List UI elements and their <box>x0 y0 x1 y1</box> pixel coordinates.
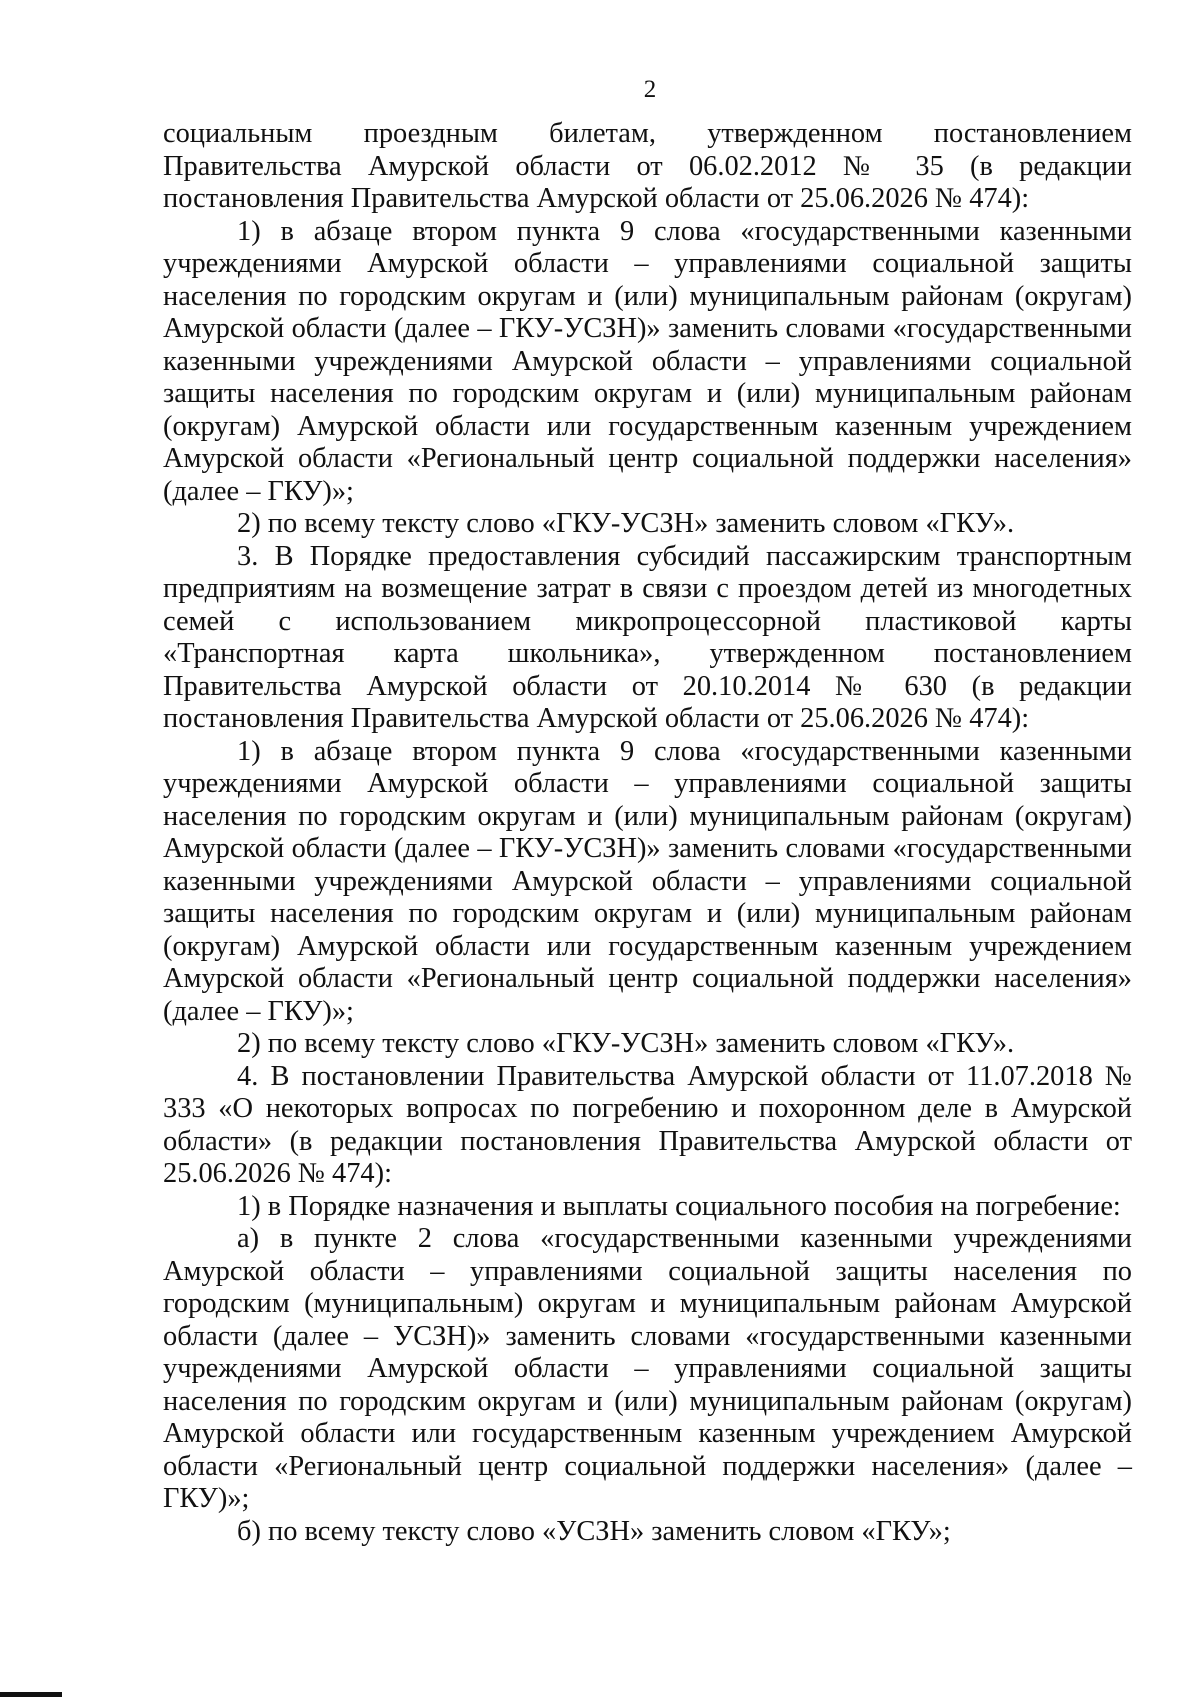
paragraph: б) по всему тексту слово «УСЗН» заменить словом «ГКУ»; <box>237 1515 951 1547</box>
paragraph: 3. В Порядке предоставления субсидий пассажирским транспортным предприятиям на возмещение затрат в связи с проездом детей из многодетных семей с использованием микропроцессорной пластиковой карты «Транспортная карта школьника», утвержденном постановлением Правительства Амурской области от 20.10.2014 № 630 (в редакции постановления Правительства Амурской области от 25.06.2026 № 474): <box>163 540 1132 734</box>
paragraph: 1) в абзаце втором пункта 9 слова «государственными казенными учреждениями Амурской области – управлениями социальной защиты населения по городским округам и (или) муниципальным районам (округам) Амурской области (далее – ГКУ-УСЗН)» заменить словами «государственными казенными учреждениями Амурской области – управлениями социальной защиты населения по городским округам и (или) муниципальным районам (округам) Амурской области или государственным казенным учреждением Амурской области «Региональный центр социальной поддержки населения» (далее – ГКУ)»; <box>163 215 1132 507</box>
paragraph: 2) по всему тексту слово «ГКУ-УСЗН» заменить словом «ГКУ». <box>237 1028 1015 1059</box>
page-number: 2 <box>643 76 657 103</box>
paragraph: 4. В постановлении Правительства Амурской области от 11.07.2018 № 333 «О некоторых вопросах по погребению и похоронном деле в Амурской области» (в редакции постановления Правительства Амурской области от 25.06.2026 № 474): <box>163 1060 1132 1189</box>
paragraph: 1) в абзаце втором пункта 9 слова «государственными казенными учреждениями Амурской области – управлениями социальной защиты населения по городским округам и (или) муниципальным районам (округам) Амурской области (далее – ГКУ-УСЗН)» заменить словами «государственными казенными учреждениями Амурской области – управлениями социальной защиты населения по городским округам и (или) муниципальным районам (округам) Амурской области или государственным казенным учреждением Амурской области «Региональный центр социальной поддержки населения» (далее – ГКУ)»; <box>163 735 1132 1027</box>
paragraph: а) в пункте 2 слова «государственными казенными учреждениями Амурской области – управлениями социальной защиты населения по городским (муниципальным) округам и муниципальным районам Амурской области (далее – УСЗН)» заменить словами «государственными казенными учреждениями Амурской области – управлениями социальной защиты населения по городским округам и (или) муниципальным районам (округам) Амурской области или государственным казенным учреждением Амурской области «Региональный центр социальной поддержки населения» (далее – ГКУ)»; <box>163 1223 1132 1514</box>
document-body <box>163 118 1132 1548</box>
paragraph: 2) по всему тексту слово «ГКУ-УСЗН» заменить словом «ГКУ». <box>237 508 1015 539</box>
scan-edge-mark <box>0 1692 62 1697</box>
paragraph: 1) в Порядке назначения и выплаты социального пособия на погребение: <box>237 1190 1121 1222</box>
paragraph: социальным проездным билетам, утвержденном постановлением Правительства Амурской области от 06.02.2012 № 35 (в редакции постановления Правительства Амурской области от 25.06.2026 № 474): <box>163 118 1132 214</box>
